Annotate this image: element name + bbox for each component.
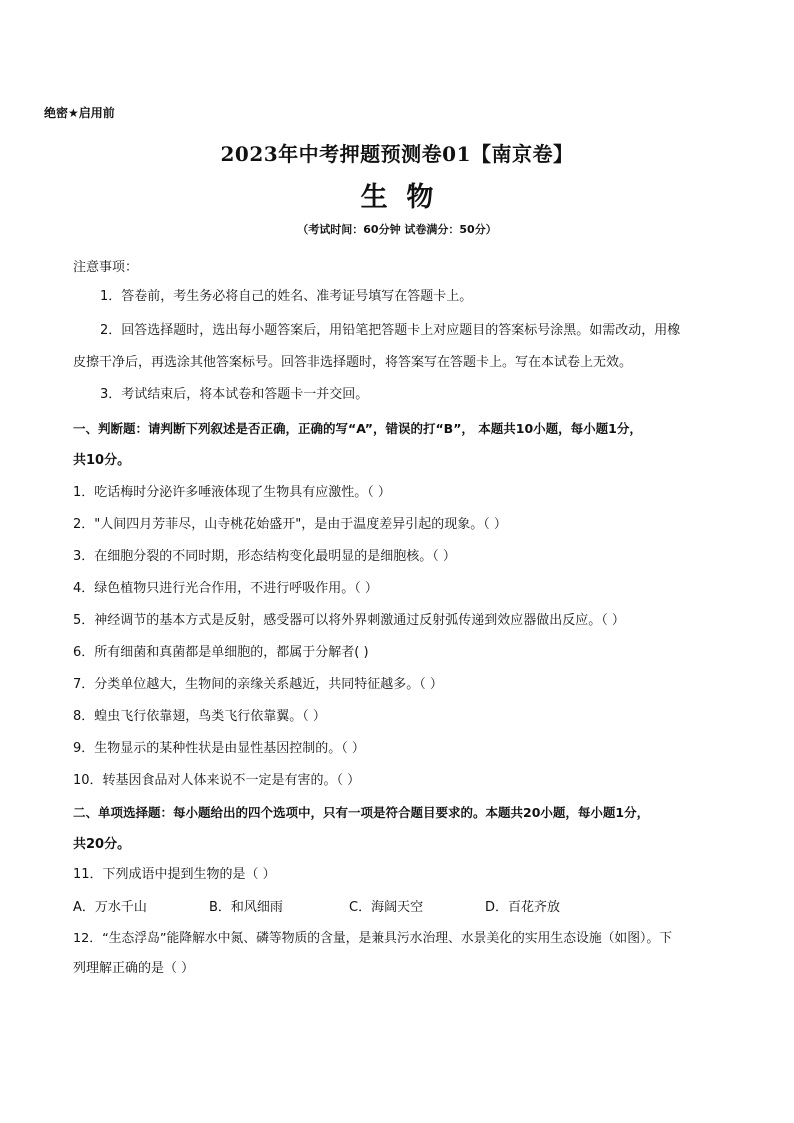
option-c: C．海阔天空	[349, 900, 424, 915]
subject-title: 生 物	[360, 182, 434, 213]
section2-heading-cont: 共20分。	[73, 837, 131, 852]
notice-item: 皮擦干净后，再选涂其他答案标号。回答非选择题时，将答案写在答题卡上。写在本试卷上无效。	[73, 355, 633, 370]
notice-item: 1．答卷前，考生务必将自己的姓名、准考证号填写在答题卡上。	[100, 289, 473, 304]
question-item: 1．吃话梅时分泌许多唾液体现了生物具有应激性。（ ）	[73, 485, 391, 500]
section2-heading: 二、单项选择题：每小题给出的四个选项中，只有一项是符合题目要求的。本题共20小题，每小题1分，	[73, 805, 650, 820]
question-item: 10．转基因食品对人体来说不一定是有害的。（ ）	[73, 773, 361, 788]
option-b: B．和风细雨	[209, 900, 283, 915]
exam-title: 2023年中考押题预测卷01【南京卷】	[220, 142, 574, 166]
section1-heading-cont: 共10分。	[73, 453, 131, 468]
section1-heading: 一、判断题：请判断下列叙述是否正确，正确的写“A”，错误的打“B”， 本题共10小题，每小题1分，	[73, 421, 642, 436]
question-item: 8．蝗虫飞行依靠翅，鸟类飞行依靠翼。（ ）	[73, 709, 326, 724]
option-a: A．万水千山	[73, 900, 147, 915]
question-item: 5．神经调节的基本方式是反射，感受器可以将外界刺激通过反射弧传递到效应器做出反应。（ ）	[73, 613, 625, 628]
option-d: D．百花齐放	[485, 900, 561, 915]
question-12-stem-cont: 列理解正确的是（ ）	[73, 961, 195, 976]
exam-time-info: （考试时间：60分钟 试卷满分：50分）	[297, 223, 497, 236]
notice-item: 2．回答选择题时，选出每小题答案后，用铅笔把答题卡上对应题目的答案标号涂黑。如需改动，用橡	[100, 323, 681, 338]
confidential-label: 绝密★启用前	[44, 106, 115, 120]
question-item: 2．"人间四月芳菲尽，山寺桃花始盛开"，是由于温度差异引起的现象。（ ）	[73, 517, 507, 532]
question-11-stem: 11．下列成语中提到生物的是（ ）	[73, 867, 276, 882]
question-item: 9．生物显示的某种性状是由显性基因控制的。（ ）	[73, 741, 365, 756]
question-item: 7．分类单位越大，生物间的亲缘关系越近，共同特征越多。（ ）	[73, 677, 443, 692]
question-12-stem: 12．“生态浮岛”能降解水中氮、磷等物质的含量，是兼具污水治理、水景美化的实用生态设施（如图）。下	[73, 931, 673, 946]
notice-title: 注意事项：	[73, 260, 139, 275]
notice-item: 3．考试结束后，将本试卷和答题卡一并交回。	[100, 387, 369, 402]
question-item: 6．所有细菌和真菌都是单细胞的，都属于分解者( )	[73, 645, 369, 660]
question-item: 3．在细胞分裂的不同时期，形态结构变化最明显的是细胞核。（ ）	[73, 549, 456, 564]
question-item: 4．绿色植物只进行光合作用，不进行呼吸作用。（ ）	[73, 581, 378, 596]
